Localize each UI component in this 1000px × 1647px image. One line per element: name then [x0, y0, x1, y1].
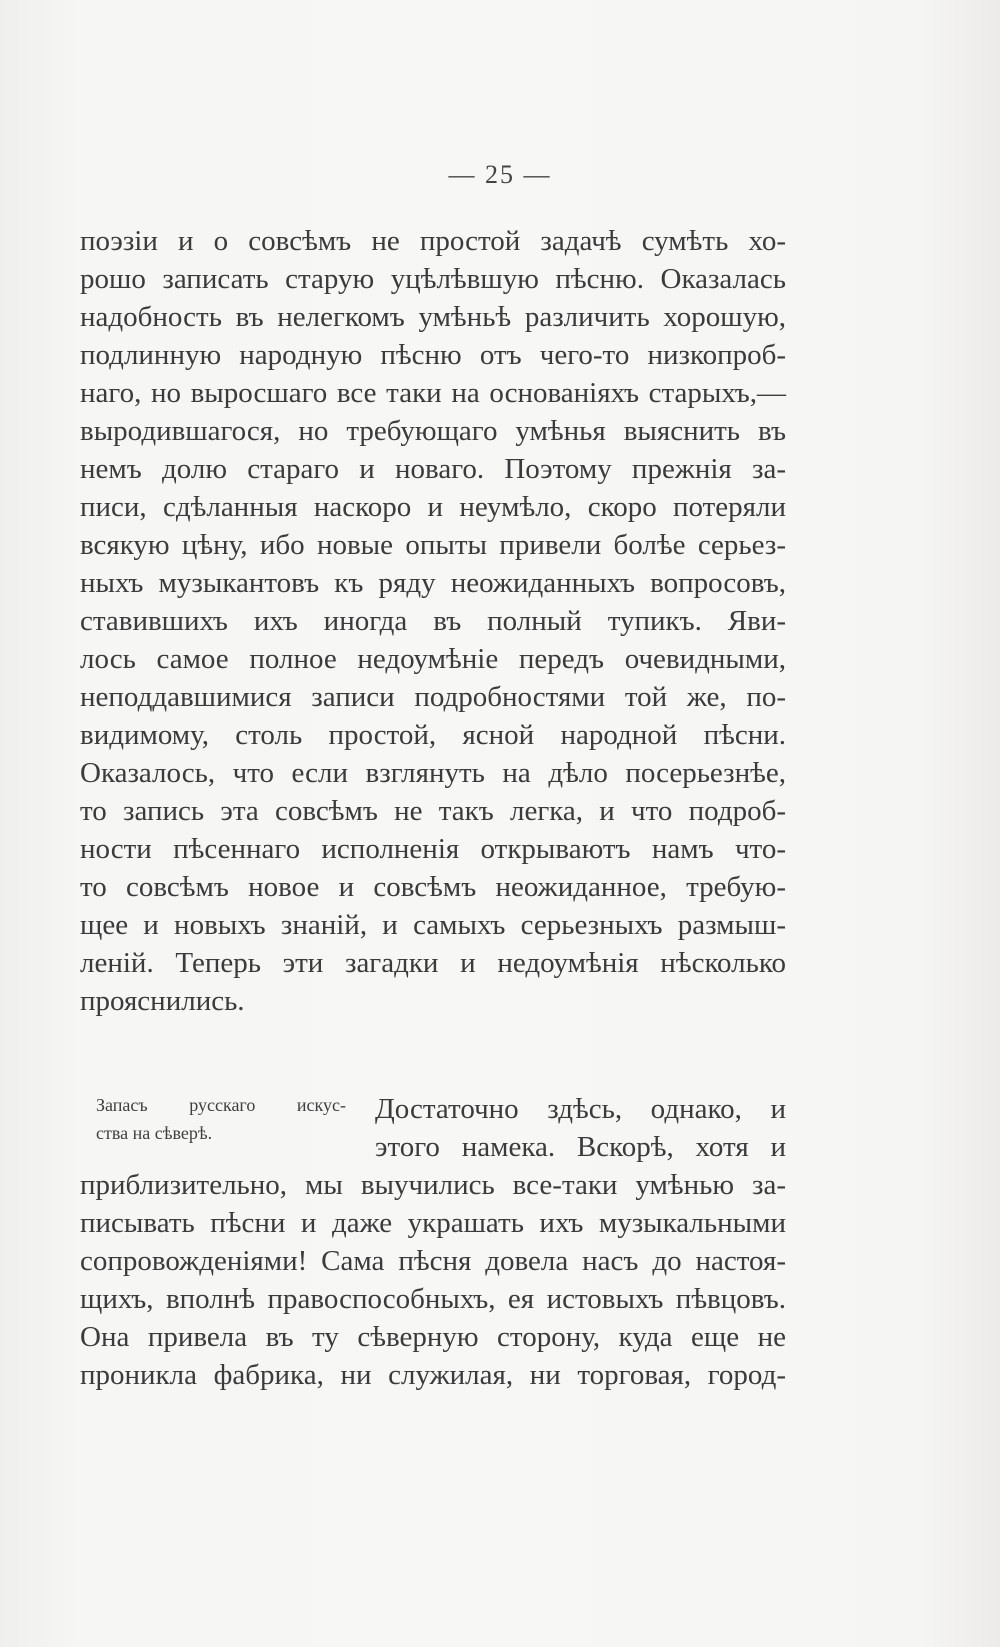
text-line: сопровожденіями! Сама пѣсня довела насъ до настоя- [80, 1245, 786, 1277]
text-line: то запись эта совсѣмъ не такъ легка, и что подроб- [80, 795, 786, 827]
text-line: рошо записать старую уцѣлѣвшую пѣсню. Оказалась [80, 263, 786, 295]
text-line: то совсѣмъ новое и совсѣмъ неожиданное, требую- [80, 871, 786, 903]
text-line: выродившагося, но требующаго умѣнья выяснить въ [80, 415, 786, 447]
text-line: ности пѣсеннаго исполненія открываютъ намъ что- [80, 833, 786, 865]
text-line: писывать пѣсни и даже украшать ихъ музыкальными [80, 1207, 786, 1239]
text-line: поэзіи и о совсѣмъ не простой задачѣ сумѣть хо- [80, 225, 786, 257]
text-line: наго, но выросшаго все таки на основаніяхъ старыхъ,— [80, 377, 786, 409]
marginal-note [96, 1091, 346, 1147]
text-line: всякую цѣну, ибо новые опыты привели болѣе серьез- [80, 529, 786, 561]
page-number: — 25 — [448, 160, 552, 189]
text-line: ставившихъ ихъ иногда въ полный тупикъ. Яви- [80, 605, 786, 637]
text-line: Достаточно здѣсь, однако, и [375, 1093, 786, 1125]
text-line: подлинную народную пѣсню отъ чего-то низкопроб- [80, 339, 786, 371]
text-line: этого намека. Вскорѣ, хотя и [375, 1131, 786, 1163]
text-line: немъ долю стараго и новаго. Поэтому прежнія за- [80, 453, 786, 485]
text-line: Оказалось, что если взглянуть на дѣло посерьезнѣе, [80, 757, 786, 789]
text-line: неподдавшимися записи подробностями той же, по- [80, 681, 786, 713]
text-line: лось самое полное недоумѣніе передъ очевидными, [80, 643, 786, 675]
text-line: писи, сдѣланныя наскоро и неумѣло, скоро потеряли [80, 491, 786, 523]
marginal-note-line: Запасъ русскаго искус- [96, 1095, 346, 1115]
text-line: Она привела въ ту сѣверную сторону, куда еще не [80, 1321, 786, 1353]
text-line: прояснились. [80, 985, 245, 1017]
text-line: ныхъ музыкантовъ къ ряду неожиданныхъ вопросовъ, [80, 567, 786, 599]
text-line: приблизительно, мы выучились все-таки умѣнью за- [80, 1169, 786, 1201]
text-line: проникла фабрика, ни служилая, ни торговая, город- [80, 1359, 786, 1391]
text-line: видимому, столь простой, ясной народной пѣсни. [80, 719, 786, 751]
text-line: щихъ, вполнѣ правоспособныхъ, ея истовыхъ пѣвцовъ. [80, 1283, 786, 1315]
text-line: надобность въ нелегкомъ умѣньѣ различить хорошую, [80, 301, 786, 333]
marginal-note-line: ства на сѣверѣ. [96, 1123, 213, 1143]
text-line: леній. Теперь эти загадки и недоумѣнія нѣсколько [80, 947, 786, 979]
text-line: щее и новыхъ знаній, и самыхъ серьезныхъ размыш- [80, 909, 786, 941]
